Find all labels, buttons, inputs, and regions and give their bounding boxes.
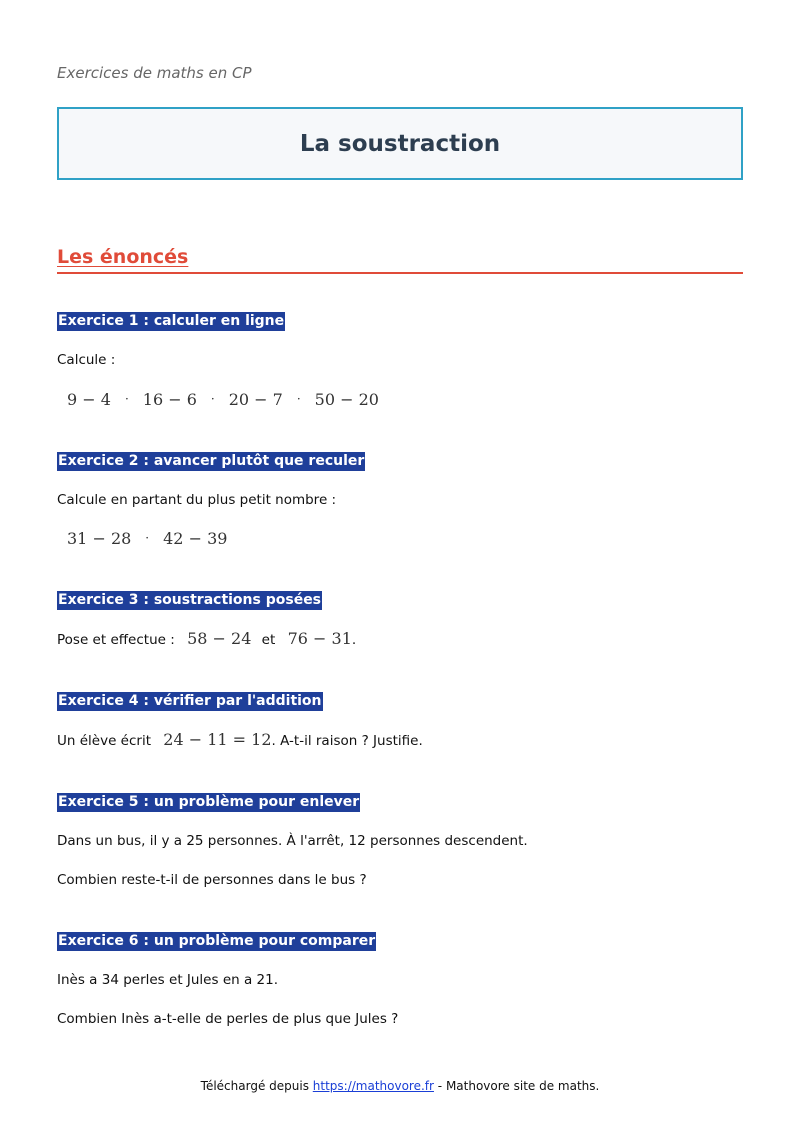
exercise-2-expressions xyxy=(67,529,227,548)
exercise-4-title: Exercice 4 : vérifier par l'addition xyxy=(58,693,322,709)
section-heading xyxy=(57,246,743,274)
separator-dot: · xyxy=(124,392,129,406)
exercise-6-line2: Combien Inès a-t-elle de perles de plus que Jules ? xyxy=(57,1011,399,1027)
exercise-3-statement xyxy=(57,630,356,649)
exercise-5-line2: Combien reste-t-il de personnes dans le bus ? xyxy=(57,872,367,888)
exercise-6-title: Exercice 6 : un problème pour comparer xyxy=(58,933,376,949)
expression: 31 − 28 xyxy=(67,529,132,548)
exercise-5-title: Exercice 5 : un problème pour enlever xyxy=(58,794,360,810)
expression: 16 − 6 xyxy=(142,390,197,409)
exercise-1-expressions xyxy=(67,390,379,409)
separator-dot: · xyxy=(210,392,215,406)
expression: 50 − 20 xyxy=(314,390,379,409)
expression: 24 − 11 = 12 xyxy=(163,730,272,749)
expression: 42 − 39 xyxy=(163,529,228,548)
joiner: et xyxy=(261,632,276,648)
footer xyxy=(0,1079,800,1093)
exercise-1-intro: Calcule : xyxy=(57,352,116,368)
exercise-2-intro: Calcule en partant du plus petit nombre : xyxy=(57,492,337,508)
exercise-3-title: Exercice 3 : soustractions posées xyxy=(58,592,322,608)
footer-prefix: Téléchargé depuis xyxy=(200,1079,309,1093)
expression: 9 − 4 xyxy=(67,390,111,409)
exercise-4-statement xyxy=(57,731,423,750)
exercise-1-title: Exercice 1 : calculer en ligne xyxy=(58,313,285,329)
exercise-3-intro: Pose et effectue : xyxy=(57,632,175,648)
exercise-4-rest: . A-t-il raison ? Justifie. xyxy=(271,733,423,749)
page-title: La soustraction xyxy=(299,130,501,157)
exercise-4-intro: Un élève écrit xyxy=(57,733,151,749)
separator-dot: · xyxy=(296,392,301,406)
section-heading-label: Les énoncés xyxy=(57,246,189,268)
title-box xyxy=(57,107,743,180)
page-subtitle: Exercices de maths en CP xyxy=(57,64,252,82)
exercise-2-title: Exercice 2 : avancer plutôt que reculer xyxy=(58,453,365,469)
expression: 76 − 31 xyxy=(287,629,352,648)
separator-dot: · xyxy=(145,531,150,545)
exercise-6-line1: Inès a 34 perles et Jules en a 21. xyxy=(57,972,279,988)
exercise-5-line1: Dans un bus, il y a 25 personnes. À l'arrêt, 12 personnes descendent. xyxy=(57,833,528,849)
end-punctuation: . xyxy=(351,632,357,648)
footer-suffix: - Mathovore site de maths. xyxy=(437,1079,600,1093)
expression: 20 − 7 xyxy=(228,390,283,409)
expression: 58 − 24 xyxy=(187,629,252,648)
footer-link[interactable]: https://mathovore.fr xyxy=(312,1079,434,1093)
